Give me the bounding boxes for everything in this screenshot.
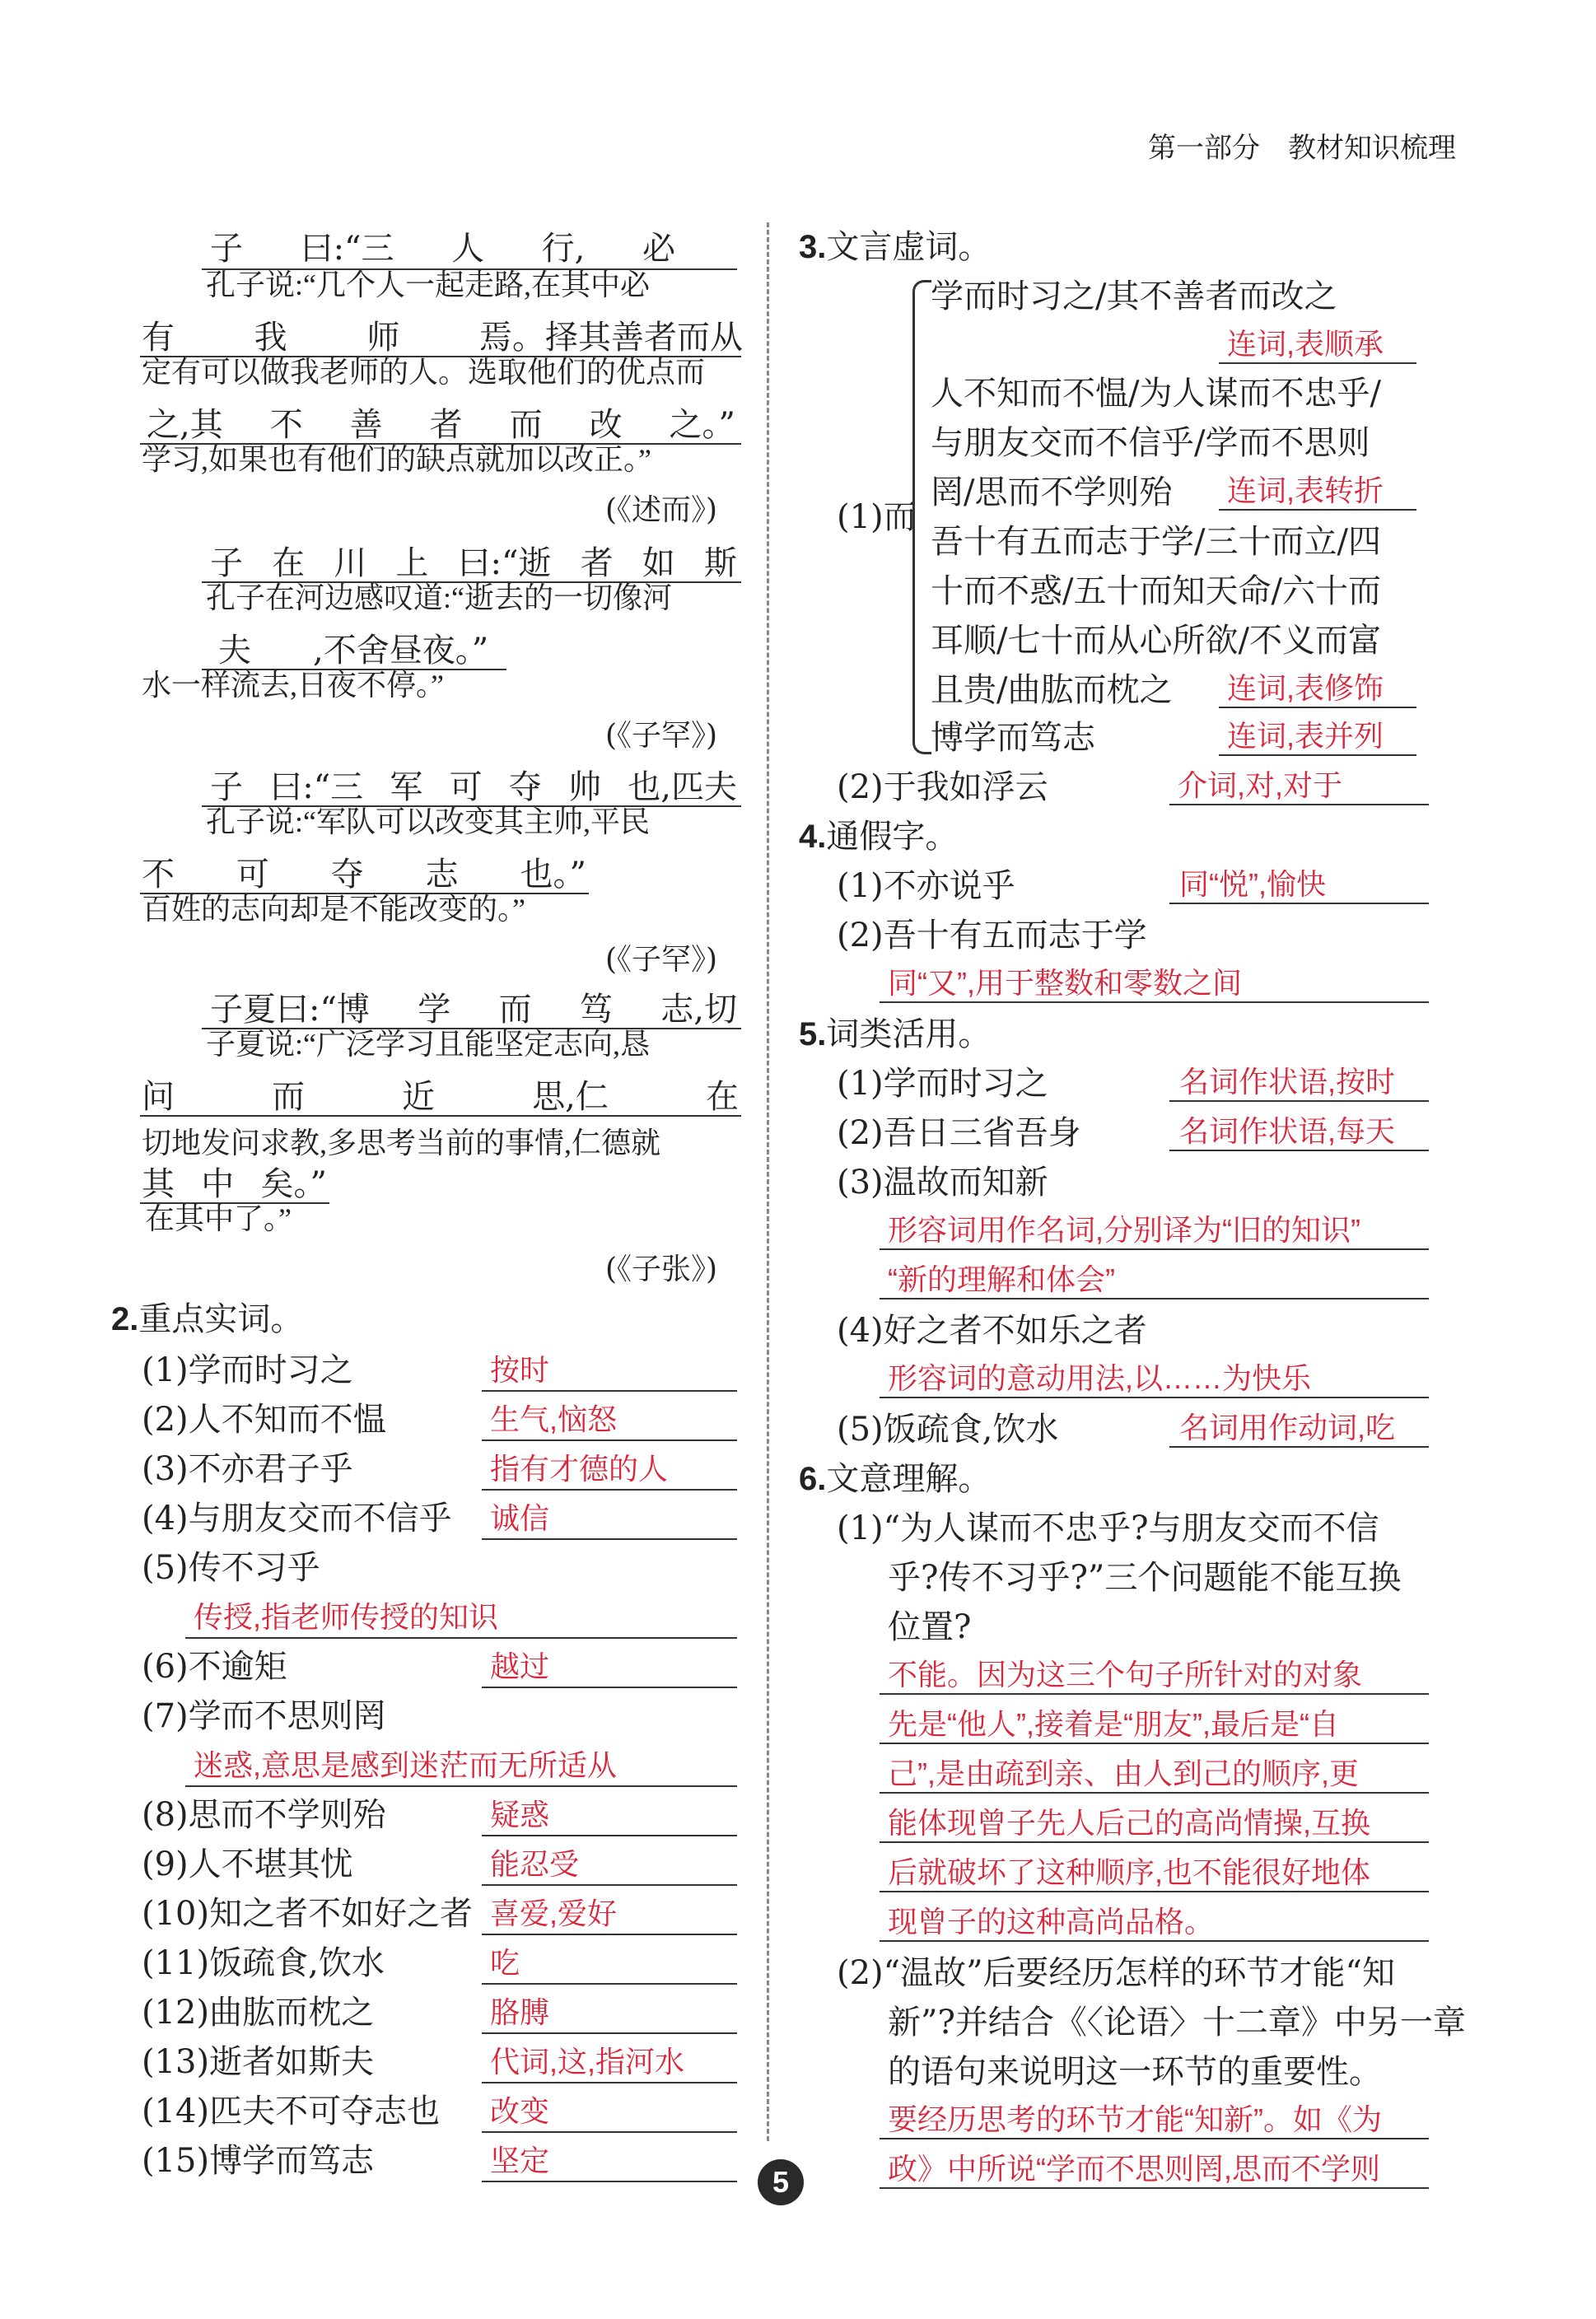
answer-line: [880, 1792, 1429, 1794]
quote1-line2: 有 我 师 焉。择其善者而从: [142, 319, 743, 357]
answer-line: [880, 2138, 1429, 2139]
underline: [140, 1115, 741, 1117]
quote4-trans2: 切地发问求教,多思考当前的事情,仁德就: [142, 1127, 661, 1160]
answer-line: [482, 1884, 737, 1886]
s2-a6: 越过: [490, 1649, 550, 1683]
quote2-line2b: ,不舍昼夜。”: [313, 632, 489, 670]
answer-line: [482, 1983, 737, 1985]
answer-line: [482, 1934, 737, 1935]
answer-line: [1219, 707, 1416, 708]
answer-line: [880, 1743, 1429, 1744]
answer-line: [482, 1538, 737, 1540]
s2-a10: 喜爱,爱好: [490, 1897, 618, 1930]
s4-a1: 同“悦”,愉快: [1179, 867, 1326, 901]
answer-line: [1219, 362, 1416, 364]
quote4-trans3: 在其中了。”: [145, 1202, 292, 1235]
s2-a5: 传授,指老师传授的知识: [194, 1600, 499, 1634]
section4-title: 4.通假字。: [799, 818, 959, 856]
quote1-trans1: 孔子说:“几个人一起走路,在其中必: [206, 268, 650, 301]
s5-a3-line2: “新的理解和体会”: [888, 1262, 1115, 1296]
column-divider: [767, 222, 769, 2141]
s2-q15: (15)博学而笃志: [142, 2142, 375, 2180]
quote4-line3: 其 中 矣。”: [142, 1165, 327, 1203]
page-header: 第一部分 教材知识梳理: [1148, 132, 1456, 165]
answer-line: [880, 1841, 1429, 1843]
s6-a1-line4: 能体现曾子先人后己的高尚情操,互换: [888, 1806, 1371, 1840]
s6-q1-line2: 乎?传不习乎?”三个问题能不能互换: [888, 1559, 1402, 1597]
answer-line: [482, 2082, 737, 2083]
s2-q4: (4)与朋友交而不信乎: [142, 1500, 452, 1537]
quote4-line2: 问 而 近 思,仁 在: [142, 1078, 739, 1116]
quote2-trans1: 孔子在河边感叹道:“逝去的一切像河: [206, 581, 672, 614]
answer-line: [482, 1439, 737, 1441]
answer-line: [1219, 754, 1416, 756]
s2-a12: 胳膊: [490, 1995, 550, 2029]
s6-a1-line1: 不能。因为这三个句子所针对的对象: [888, 1658, 1363, 1691]
s2-q14: (14)匹夫不可夺志也: [142, 2093, 441, 2130]
er-line8: 且贵/曲肱而枕之: [931, 671, 1173, 709]
quote2-line1: 子 在 川 上 曰:“逝 者 如 斯: [210, 544, 737, 582]
s6-a2-line1: 要经历思考的环节才能“知新”。如《为: [888, 2102, 1382, 2136]
s2-q12: (12)曲肱而枕之: [142, 1994, 375, 2032]
answer-line: [1219, 509, 1416, 511]
s2-a13: 代词,这,指河水: [490, 2045, 685, 2079]
answer-line: [880, 1693, 1429, 1695]
s6-q1-line1: (1)“为人谋而不忠乎?与朋友交而不信: [837, 1509, 1379, 1547]
source-citation: (《子罕》): [605, 719, 718, 753]
s3-q2: (2)于我如浮云: [837, 768, 1048, 806]
source-citation: (《子张》): [605, 1253, 718, 1286]
answer-line: [1169, 903, 1429, 904]
quote4-line1: 子夏曰:“博 学 而 笃 志,切: [210, 991, 737, 1029]
er-label: (1)而: [837, 498, 917, 536]
s6-a2-line2: 政》中所说“学而不思则罔,思而不学则: [888, 2152, 1380, 2186]
quote3-line1: 子 曰:“三 军 可 夺 帅 也,匹夫: [210, 768, 737, 806]
s6-q2-line2: 新”?并结合《〈论语〉十二章》中另一章: [888, 2004, 1466, 2041]
quote1-trans3: 学习,如果也有他们的缺点就加以改正。”: [142, 443, 651, 476]
s2-q10: (10)知之者不如好之者: [142, 1895, 474, 1933]
quote3-line2: 不 可 夺 志 也。”: [142, 856, 586, 894]
s6-q2-line1: (2)“温故”后要经历怎样的环节才能“知: [837, 1954, 1396, 1992]
page-number: 5: [758, 2159, 804, 2205]
s5-q5: (5)饭疏食,饮水: [837, 1411, 1059, 1449]
quote4-trans1: 子夏说:“广泛学习且能坚定志向,恳: [206, 1028, 650, 1061]
s2-q7: (7)学而不思则罔: [142, 1697, 386, 1735]
answer-line: [1169, 1150, 1429, 1151]
answer-line: [482, 2032, 737, 2034]
s2-a4: 诚信: [490, 1501, 550, 1535]
source-citation: (《子罕》): [605, 943, 718, 977]
quote1-line1: 子 曰:“三 人 行, 必: [210, 230, 675, 268]
er-line3: 与朋友交而不信乎/学而不思则: [931, 424, 1370, 462]
er-answer1: 连词,表顺承: [1227, 327, 1384, 361]
s2-q13: (13)逝者如斯夫: [142, 2043, 375, 2081]
er-line9: 博学而笃志: [931, 719, 1095, 757]
quote1-trans2: 定有可以做我老师的人。选取他们的优点而: [142, 356, 706, 389]
quote2-trans2: 水一样流去,日夜不停。”: [142, 669, 444, 702]
answer-line: [1169, 1446, 1429, 1448]
brace: [912, 280, 931, 754]
er-answer2: 连词,表转折: [1227, 474, 1384, 507]
er-line6: 十而不惑/五十而知天命/六十而: [931, 572, 1381, 610]
s3-a2: 介词,对,对于: [1178, 768, 1343, 802]
s5-q2: (2)吾日三省吾身: [837, 1114, 1081, 1152]
s5-q3: (3)温故而知新: [837, 1164, 1048, 1201]
answer-line: [880, 2187, 1429, 2189]
s5-a4: 形容词的意动用法,以……为快乐: [888, 1361, 1312, 1395]
er-answer4: 连词,表并列: [1227, 719, 1384, 753]
answer-line: [482, 1489, 737, 1491]
s2-a11: 吃: [490, 1946, 520, 1980]
s2-q8: (8)思而不学则殆: [142, 1796, 386, 1834]
s5-q4: (4)好之者不如乐之者: [837, 1312, 1147, 1350]
s6-q2-line3: 的语句来说明这一环节的重要性。: [888, 2053, 1382, 2091]
answer-line: [482, 2181, 737, 2182]
s6-a1-line5: 后就破坏了这种顺序,也不能很好地体: [888, 1855, 1371, 1889]
s6-a1-line2: 先是“他人”,接着是“朋友”,最后是“自: [888, 1707, 1339, 1741]
quote3-trans1: 孔子说:“军队可以改变其主帅,平民: [206, 805, 650, 838]
s2-a14: 改变: [490, 2094, 550, 2128]
answer-line: [482, 1390, 737, 1392]
er-line1: 学而时习之/其不善者而改之: [931, 278, 1337, 315]
er-line2: 人不知而不愠/为人谋而不忠乎/: [931, 375, 1381, 413]
s6-a1-line3: 己”,是由疏到亲、由人到己的顺序,更: [888, 1757, 1359, 1790]
s5-a1: 名词作状语,按时: [1179, 1065, 1396, 1099]
quote2-line2a: 夫: [218, 632, 251, 670]
s4-a2: 同“又”,用于整数和零数之间: [888, 966, 1242, 1000]
er-answer3: 连词,表修饰: [1227, 671, 1384, 705]
s6-a1-line6: 现曾子的这种高尚品格。: [888, 1905, 1215, 1939]
s2-a8: 疑惑: [490, 1798, 550, 1831]
answer-line: [880, 1940, 1429, 1942]
section6-title: 6.文意理解。: [799, 1460, 992, 1498]
answer-line: [1169, 1100, 1429, 1102]
answer-line: [880, 1001, 1429, 1003]
answer-line: [1169, 804, 1429, 805]
quote3-trans2: 百姓的志向却是不能改变的。”: [142, 893, 525, 926]
s2-q2: (2)人不知而不愠: [142, 1401, 386, 1439]
er-line7: 耳顺/七十而从心所欲/不义而富: [931, 622, 1381, 660]
er-line4: 罔/思而不学则殆: [931, 474, 1173, 511]
s4-q2: (2)吾十有五而志于学: [837, 917, 1147, 954]
answer-line: [482, 2131, 737, 2133]
section3-title: 3.文言虚词。: [799, 228, 992, 266]
s2-q9: (9)人不堪其忧: [142, 1845, 353, 1883]
answer-line: [482, 1687, 737, 1688]
answer-line: [185, 1785, 737, 1787]
s2-q5: (5)传不习乎: [142, 1549, 320, 1587]
s2-q6: (6)不逾矩: [142, 1648, 287, 1686]
answer-line: [185, 1637, 737, 1639]
er-line5: 吾十有五而志于学/三十而立/四: [931, 523, 1381, 561]
section5-title: 5.词类活用。: [799, 1015, 992, 1053]
section2-title: 2.重点实词。: [111, 1300, 304, 1338]
source-citation: (《述而》): [605, 493, 718, 527]
answer-line: [482, 1835, 737, 1836]
s5-a5: 名词用作动词,吃: [1179, 1411, 1396, 1444]
s2-a3: 指有才德的人: [490, 1452, 669, 1486]
s2-a15: 坚定: [490, 2144, 550, 2177]
answer-line: [880, 1397, 1429, 1398]
s5-a3-line1: 形容词用作名词,分别译为“旧的知识”: [888, 1213, 1360, 1247]
answer-line: [880, 1248, 1429, 1250]
s5-a2: 名词作状语,每天: [1179, 1114, 1396, 1148]
s6-q1-line3: 位置?: [888, 1608, 972, 1646]
s4-q1: (1)不亦说乎: [837, 867, 1015, 905]
answer-line: [880, 1891, 1429, 1892]
s5-q1: (1)学而时习之: [837, 1065, 1048, 1103]
s2-q11: (11)饭疏食,饮水: [142, 1944, 385, 1982]
quote1-line3: 之,其 不 善 者 而 改 之。”: [147, 406, 735, 444]
s2-a1: 按时: [490, 1353, 550, 1387]
s2-a9: 能忍受: [490, 1847, 580, 1881]
s2-q1: (1)学而时习之: [142, 1351, 353, 1389]
s2-q3: (3)不亦君子乎: [142, 1450, 353, 1488]
s2-a2: 生气,恼怒: [490, 1402, 618, 1436]
s2-a7: 迷惑,意思是感到迷茫而无所适从: [194, 1748, 618, 1782]
answer-line: [880, 1298, 1429, 1299]
